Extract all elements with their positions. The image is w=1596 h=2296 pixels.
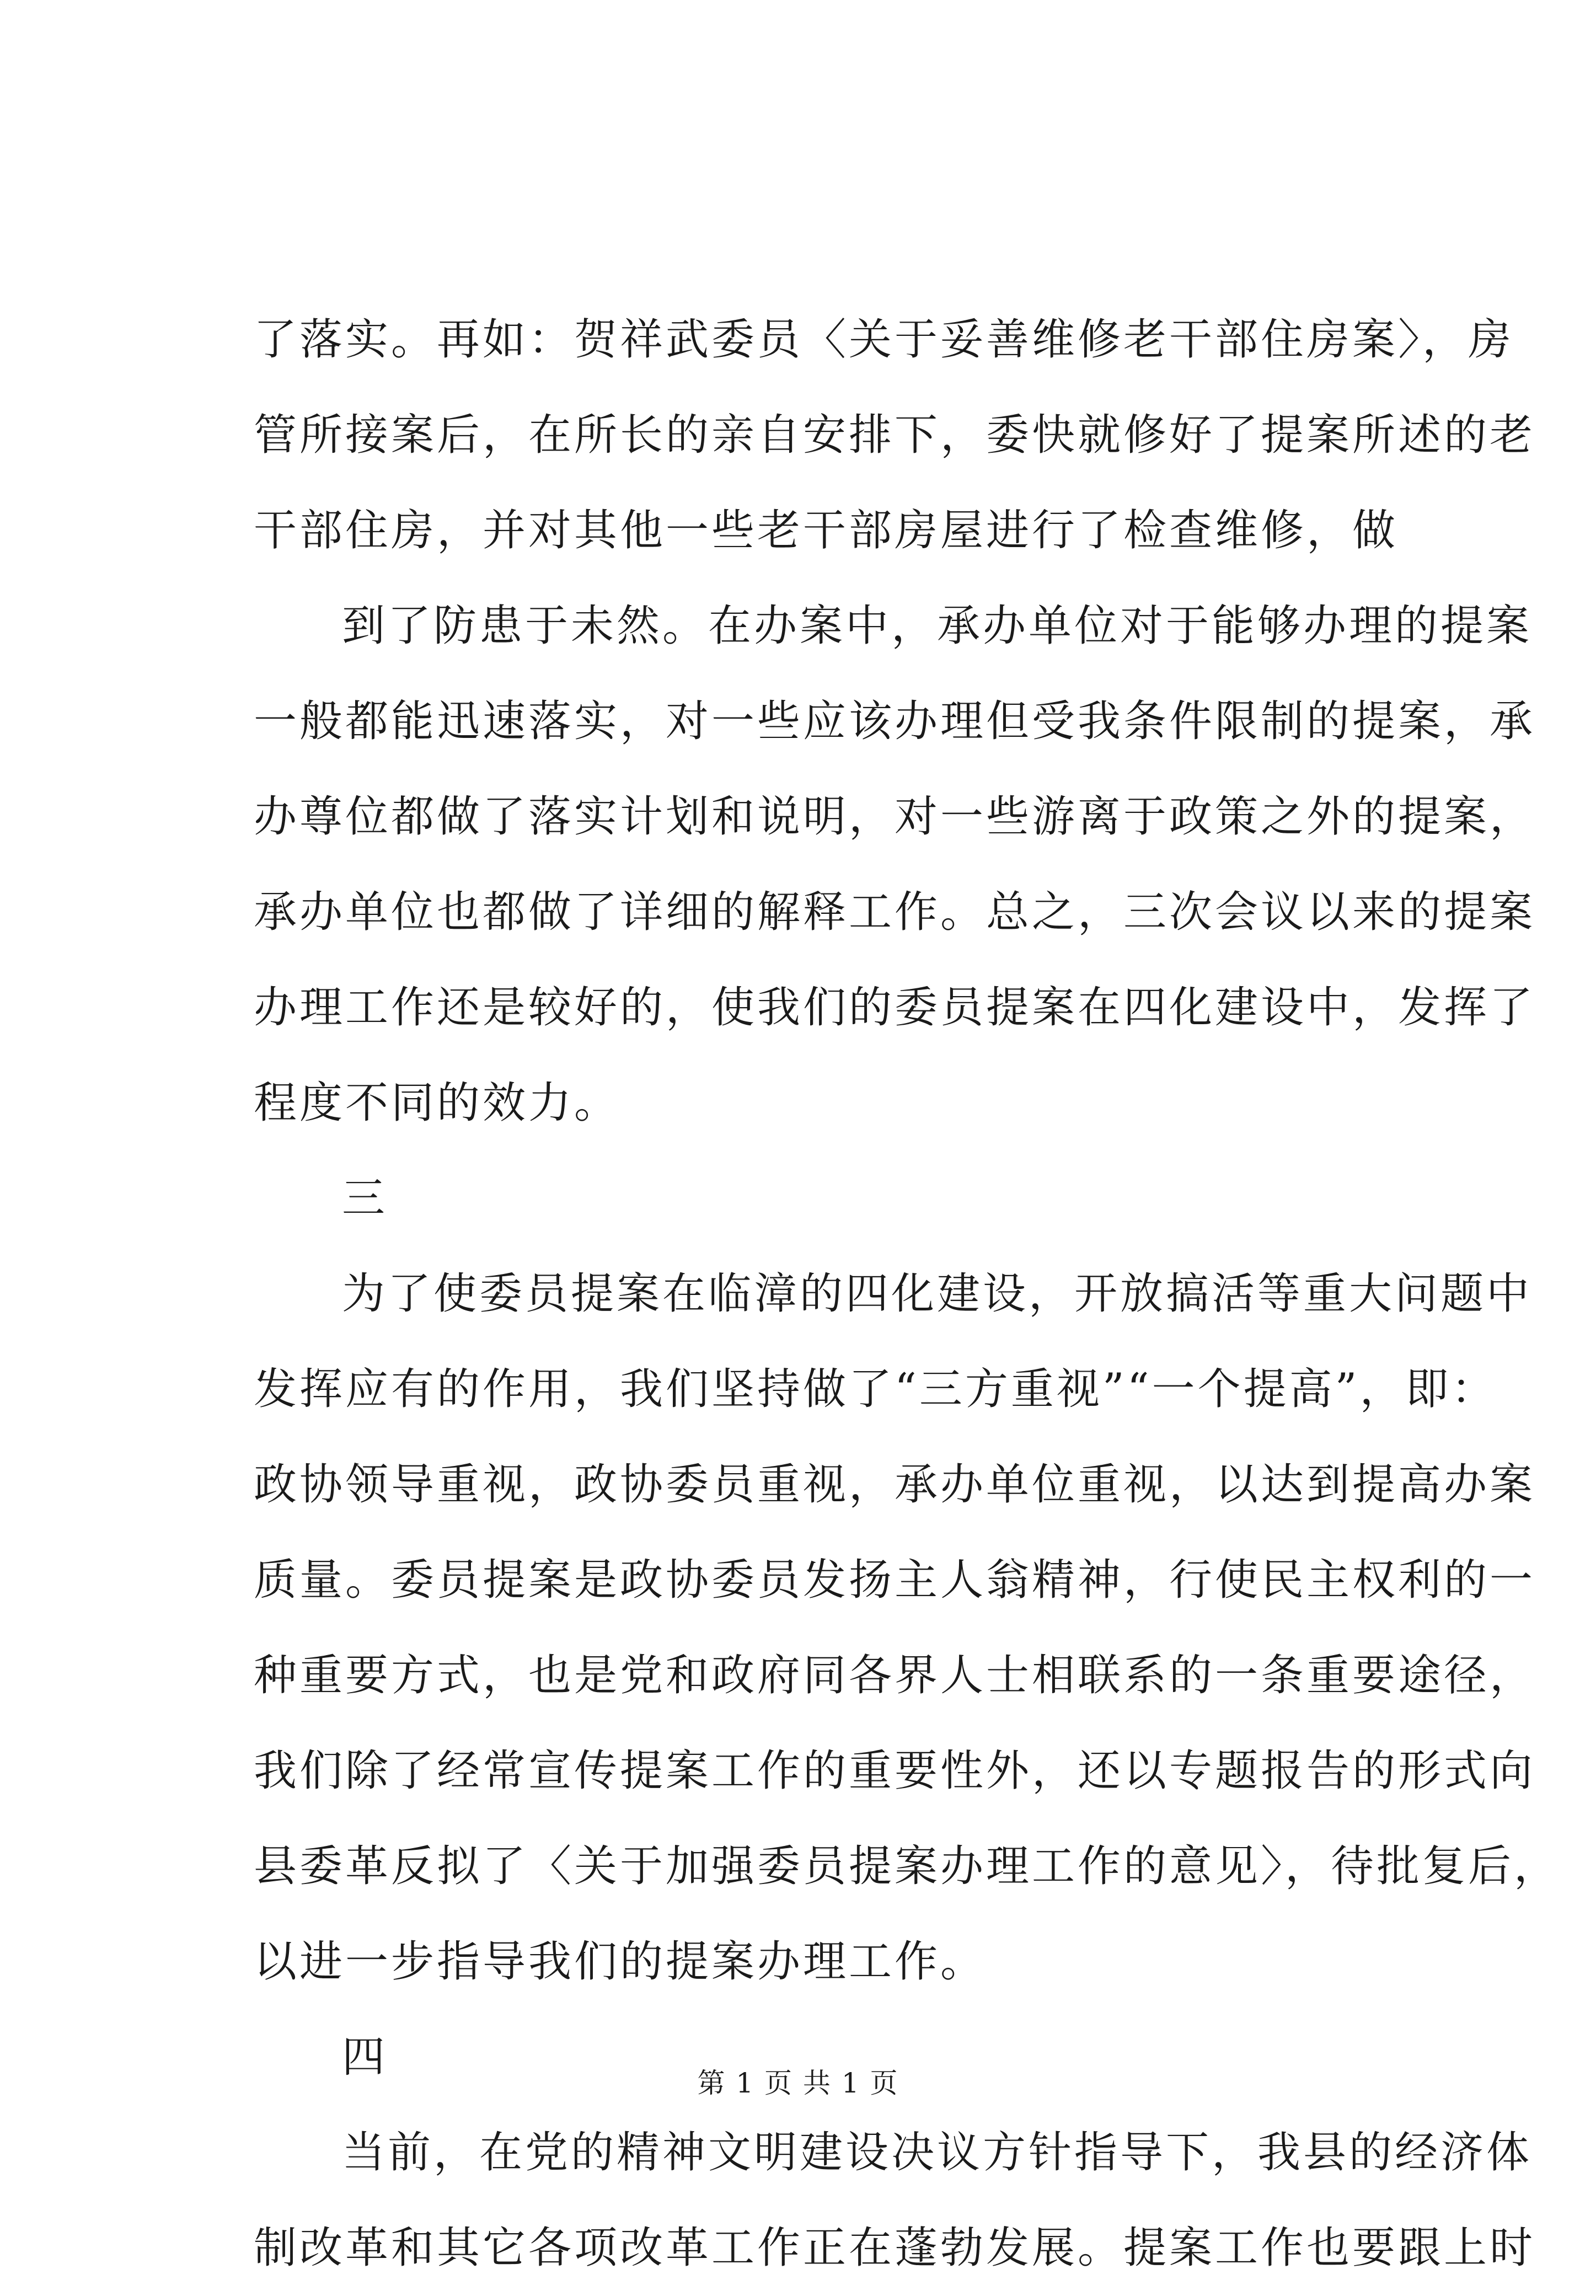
page-number-label: 第 1 页 共 1 页 bbox=[697, 2067, 899, 2099]
text-line: 当前，在党的精神文明建设决议方针指导下，我县的经济体 bbox=[342, 2128, 1533, 2177]
text-line: 政协领导重视，政协委员重视，承办单位重视，以达到提高办案 bbox=[254, 1460, 1536, 1510]
text-line: 一般都能迅速落实，对一些应该办理但受我条件限制的提案，承 bbox=[254, 697, 1536, 746]
text-line: 以进一步指导我们的提案办理工作。 bbox=[254, 1937, 987, 1987]
text-line: 为了使委员提案在临漳的四化建设，开放搞活等重大问题中 bbox=[342, 1269, 1533, 1319]
document-body bbox=[254, 292, 1560, 2296]
text-line: 管所接案后，在所长的亲自安排下，委快就修好了提案所述的老 bbox=[254, 410, 1536, 460]
text-line: 制改革和其它各项改革工作正在蓬勃发展。提案工作也要跟上时 bbox=[254, 2223, 1536, 2273]
text-line: 质量。委员提案是政协委员发扬主人翁精神，行使民主权利的一 bbox=[254, 1555, 1536, 1605]
text-line: 了落实。再如：贺祥武委员〈关于妥善维修老干部住房案〉，房 bbox=[254, 315, 1514, 365]
text-line: 承办单位也都做了详细的解释工作。总之，三次会议以来的提案 bbox=[254, 887, 1536, 937]
text-line: 种重要方式，也是党和政府同各界人士相联系的一条重要途径， bbox=[254, 1651, 1536, 1700]
section-heading: 三 bbox=[342, 1174, 388, 1223]
text-line: 县委革反拟了〈关于加强委员提案办理工作的意见〉，待批复后， bbox=[254, 1842, 1560, 1891]
text-line: 到了防患于未然。在办案中，承办单位对于能够办理的提案 bbox=[342, 601, 1533, 651]
section-heading: 四 bbox=[342, 2032, 388, 2082]
text-line: 我们除了经常宣传提案工作的重要性外，还以专题报告的形式向 bbox=[254, 1746, 1536, 1796]
text-line: 干部住房，并对其他一些老干部房屋进行了检查维修，做 bbox=[254, 506, 1399, 555]
text-line: 办理工作还是较好的，使我们的委员提案在四化建设中，发挥了 bbox=[254, 983, 1536, 1032]
text-line: 发挥应有的作用，我们坚持做了“三方重视”“一个提高”，即： bbox=[254, 1364, 1497, 1414]
page-footer bbox=[0, 2064, 1596, 2102]
text-line: 办尊位都做了落实计划和说明，对一些游离于政策之外的提案， bbox=[254, 792, 1536, 842]
text-line: 程度不同的效力。 bbox=[254, 1078, 620, 1128]
